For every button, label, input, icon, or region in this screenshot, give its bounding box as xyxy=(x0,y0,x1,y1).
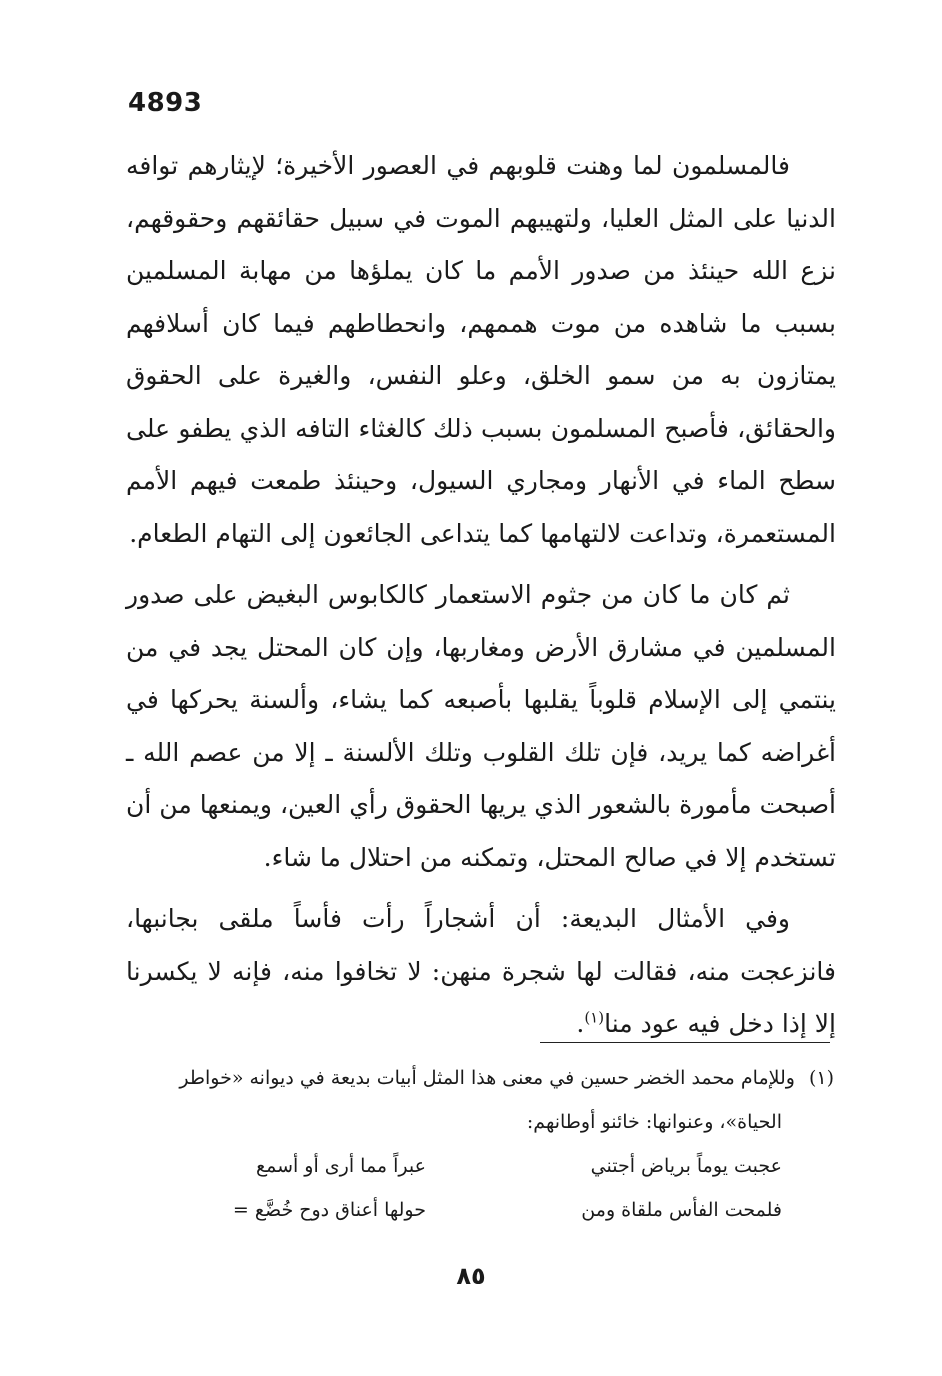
footnote-line-1 xyxy=(126,1056,834,1100)
footnote-text-1: وللإمام محمد الخضر حسين في معنى هذا المثل أبيات بديعة في ديوانه «خواطر xyxy=(179,1067,795,1089)
verse-2 xyxy=(126,1188,834,1232)
verse-1 xyxy=(126,1144,834,1188)
paragraph-3-end: . xyxy=(576,1009,585,1038)
footnote-number: (١) xyxy=(808,1067,834,1089)
verse-1-second-hemistich: عبراً مما أرى أو أسمع xyxy=(255,1155,426,1177)
footnote-divider xyxy=(540,1042,830,1043)
paragraph-2: ثم كان ما كان من جثوم الاستعمار كالكابوس البغيض على صدور المسلمين في مشارق الأرض ومغاربها، وإن كان المحتل يجد في من ينتمي إلى الإسلام قلوباً يقلبها بأصبعه كما يشاء، وألسنة يحركها في أغراضه كما يريد، فإن تلك القلوب وتلك الألسنة ـ إلا من عصم الله ـ أصبحت مأمورة بالشعور الذي يريها الحقوق رأي العين، ويمنعها من أن تستخدم إلا في صالح المحتل، وتمكنه من احتلال ما شاء. xyxy=(126,580,836,872)
footnote-line-2: الحياة»، وعنوانها: خائنو أوطانهم: xyxy=(526,1111,782,1133)
page-id-top: 4893 xyxy=(128,88,203,118)
paragraph-1: فالمسلمون لما وهنت قلوبهم في العصور الأخيرة؛ لإيثارهم توافه الدنيا على المثل العليا، ولتهيبهم الموت في سبيل حقائقهم وحقوقهم، نزع الله حينئذ من صدور الأمم ما كان يملؤها من مهابة المسلمين بسبب ما شاهده من موت هممهم، وانحطاطهم فيما كان أسلافهم يمتازون به من سمو الخلق، وعلو النفس، والغيرة على الحقوق والحقائق، فأصبح المسلمون بسبب ذلك كالغثاء التافه الذي يطفو على سطح الماء في الأنهار ومجاري السيول، وحينئذ طمعت فيهم الأمم المستعمرة، وتداعت لالتهامها كما يتداعى الجائعون إلى التهام الطعام. xyxy=(126,151,836,548)
paragraph-3-text: وفي الأمثال البديعة: أن أشجاراً رأت فأساً ملقى بجانبها، فانزعجت منه، فقالت لها شجرة منهن: لا تخافوا منه، فإنه لا يكسرنا إلا إذا دخل فيه عود منا xyxy=(126,904,836,1038)
paragraph-3 xyxy=(126,893,836,1051)
verse-2-first-hemistich: فلمحت الفأس ملقاة ومن xyxy=(581,1199,782,1221)
verse-1-first-hemistich: عجبت يوماً برياض أجتني xyxy=(590,1155,782,1177)
footnote xyxy=(126,1056,834,1232)
main-text xyxy=(126,140,836,1060)
verse-2-second-hemistich: حولها أعناق دوح خُضَّع = xyxy=(232,1199,426,1221)
footnote-marker[interactable]: (١) xyxy=(584,1008,605,1027)
page-number-bottom: ٨٥ xyxy=(456,1262,486,1290)
